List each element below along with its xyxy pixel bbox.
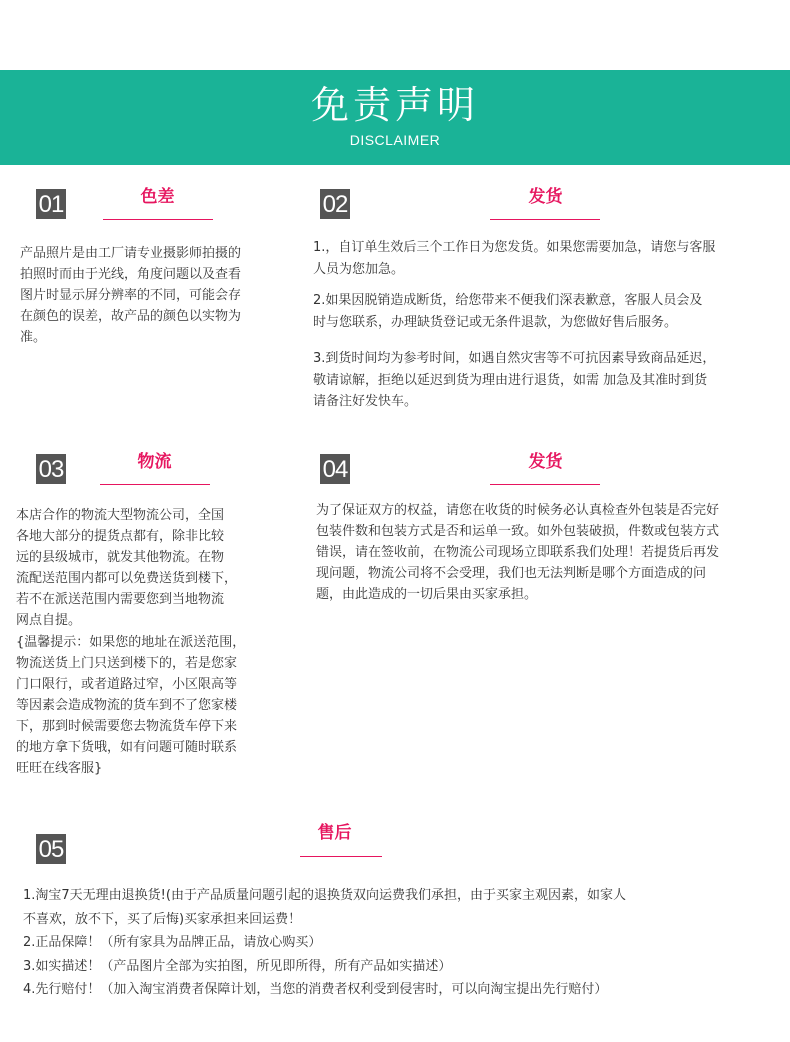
text-line: 请备注好发快车。: [313, 394, 418, 409]
text-line: 2.正品保障！（所有家具为品牌正品，请放心购买）: [23, 935, 322, 950]
text-line: 3.到货时间均为参考时间，如遇自然灾害等不可抗因素导致商品延迟，: [313, 351, 716, 366]
text-line: 图片时显示屏分辨率的不同，可能会存: [20, 288, 242, 303]
text-line: 包装件数和包装方式是否和运单一致。如外包装破损，件数或包装方式: [316, 524, 720, 539]
text-line: 1.淘宝7天无理由退换货!(由于产品质量问题引起的退换货双向运费我们承担，由于买家主观因素，如家人: [23, 888, 626, 903]
text-line: 现问题，物流公司将不会受理，我们也无法判断是哪个方面造成的问: [316, 566, 707, 581]
text-line: 流配送范围内都可以免费送货到楼下，: [16, 571, 238, 586]
text-line: 2.如果因脱销造成断货，给您带来不便我们深表歉意，客服人员会及: [313, 293, 703, 308]
text-line: 旺旺在线客服}: [16, 761, 103, 776]
section-body-shipping-3: [313, 348, 715, 413]
text-line: 拍照时而由于光线，角度问题以及查看: [20, 267, 242, 282]
page-title: 免责声明: [310, 83, 479, 127]
text-line: 本店合作的物流大型物流公司，全国: [16, 508, 225, 523]
text-line: 下，那到时候需要您去物流货车停下来: [16, 719, 238, 734]
text-line: 等因素会造成物流的货车到不了您家楼: [16, 698, 238, 713]
text-line: 门口限行，或者道路过窄，小区限高等: [16, 677, 238, 692]
text-line: 物流送货上门只送到楼下的，若是您家: [16, 656, 238, 671]
section-title-shipping: 发货: [528, 187, 563, 207]
text-line: 敬请谅解，拒绝以延迟到货为理由进行退货，如需 加急及其准时到货: [313, 372, 708, 388]
text-line: {温馨提示：如果您的地址在派送范围，: [16, 635, 246, 650]
text-line: 若不在派送范围内需要您到当地物流: [16, 592, 225, 607]
disclaimer-banner: [0, 70, 790, 165]
text-line: 3.如实描述！（产品图片全部为实拍图，所见即所得，所有产品如实描述）: [23, 958, 452, 974]
text-line: 不喜欢，放不下，买了后悔)买家承担来回运费！: [23, 911, 302, 927]
section-title-underline: [100, 484, 210, 485]
text-line: 准。: [20, 330, 47, 345]
text-line: 的地方拿下货哦，如有问题可随时联系: [16, 740, 238, 755]
section-title-shipping-inspection: 发货: [528, 452, 563, 472]
text-line: 远的县级城市，就发其他物流。在物: [16, 550, 225, 565]
text-line: 题，由此造成的一切后果由买家承担。: [316, 587, 538, 602]
page-subtitle: DISCLAIMER: [349, 132, 441, 148]
section-title-underline: [103, 219, 213, 220]
section-body-shipping-inspection: [316, 500, 719, 605]
section-body-logistics-tip: [16, 632, 245, 779]
section-body-after-sales: [23, 884, 626, 1002]
section-number-05: 05: [36, 834, 66, 864]
section-number-04: 04: [320, 454, 350, 484]
section-number-03: 03: [36, 454, 66, 484]
text-line: 为了保证双方的权益，请您在收货的时候务必认真检查外包装是否完好: [316, 503, 720, 518]
section-title-logistics: 物流: [137, 452, 172, 472]
text-line: 产品照片是由工厂请专业摄影师拍摄的: [20, 246, 242, 261]
text-line: 4.先行赔付！（加入淘宝消费者保障计划，当您的消费者权利受到侵害时，可以向淘宝提出先行赔付）: [23, 982, 608, 997]
text-line: 人员为您加急。: [313, 261, 405, 277]
section-title-underline: [490, 484, 600, 485]
text-line: 错误，请在签收前，在物流公司现场立即联系我们处理！若提货后再发: [316, 545, 720, 560]
section-title-underline: [300, 856, 382, 857]
section-body-shipping-1: [313, 237, 715, 280]
text-line: 1.，自订单生效后三个工作日为您发货。如果您需要加急，请您与客服: [313, 240, 716, 255]
section-title-after-sales: 售后: [317, 823, 352, 843]
text-line: 各地大部分的提货点都有，除非比较: [16, 529, 225, 544]
section-number-01: 01: [36, 189, 66, 219]
text-line: 在颜色的误差，故产品的颜色以实物为: [20, 309, 242, 324]
section-title-underline: [490, 219, 600, 220]
section-body-color-difference: [20, 243, 241, 348]
section-number-02: 02: [320, 189, 350, 219]
text-line: 时与您联系，办理缺货登记或无条件退款，为您做好售后服务。: [313, 314, 678, 330]
section-title-color-difference: 色差: [140, 187, 175, 207]
text-line: 网点自提。: [16, 613, 82, 628]
section-body-shipping-2: [313, 290, 702, 333]
section-body-logistics-1: [16, 505, 237, 631]
